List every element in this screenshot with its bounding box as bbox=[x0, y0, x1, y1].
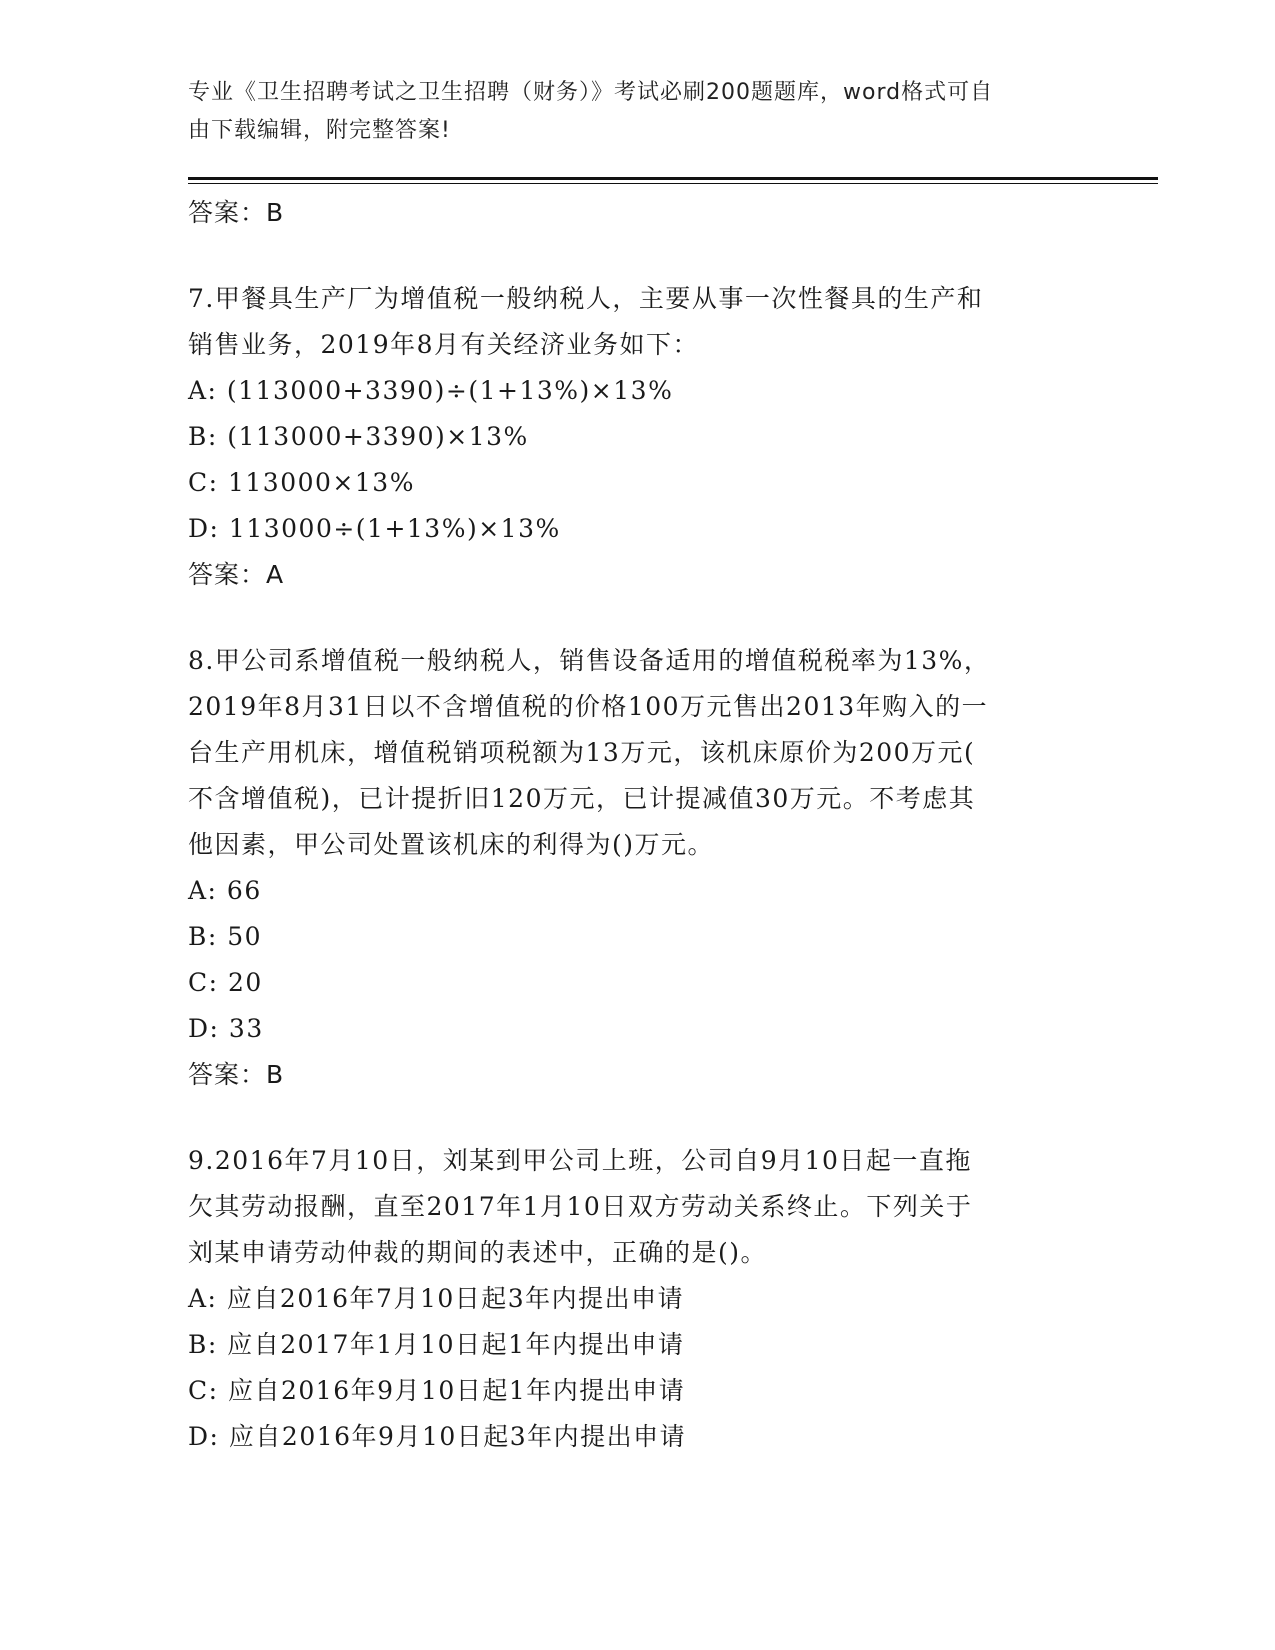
question-stem-line: 销售业务，2019年8月有关经济业务如下： bbox=[188, 330, 700, 359]
question-9 bbox=[188, 1138, 1088, 1460]
header-rule-thick bbox=[188, 177, 1158, 180]
page-header bbox=[188, 74, 1068, 150]
option-b: B: 50 bbox=[188, 922, 263, 951]
header-line-2: 由下载编辑，附完整答案! bbox=[188, 118, 451, 143]
option-b: B: 应自2017年1月10日起1年内提出申请 bbox=[188, 1330, 685, 1359]
header-line-1: 专业《卫生招聘考试之卫生招聘（财务）》考试必刷200题题库，word格式可自 bbox=[188, 80, 994, 105]
question-8 bbox=[188, 638, 1088, 1098]
option-d: D: 33 bbox=[188, 1014, 264, 1043]
option-a: A: (113000+3390)÷(1+13%)×13% bbox=[188, 376, 674, 405]
question-stem-line: 2019年8月31日以不含增值税的价格100万元售出2013年购入的一 bbox=[188, 692, 989, 721]
option-c: C: 应自2016年9月10日起1年内提出申请 bbox=[188, 1376, 686, 1405]
option-b: B: (113000+3390)×13% bbox=[188, 422, 529, 451]
document-body bbox=[188, 190, 1088, 1460]
option-d: D: 应自2016年9月10日起3年内提出申请 bbox=[188, 1422, 687, 1451]
question-stem-line: 欠其劳动报酬，直至2017年1月10日双方劳动关系终止。下列关于 bbox=[188, 1192, 973, 1221]
question-stem-line: 不含增值税)，已计提折旧120万元，已计提减值30万元。不考虑其 bbox=[188, 784, 976, 813]
option-a: A: 66 bbox=[188, 876, 262, 905]
option-d: D: 113000÷(1+13%)×13% bbox=[188, 514, 561, 543]
answer-previous: 答案：B bbox=[188, 198, 285, 227]
question-stem-line: 8.甲公司系增值税一般纳税人，销售设备适用的增值税税率为13%， bbox=[188, 646, 991, 675]
question-stem-line: 他因素，甲公司处置该机床的利得为()万元。 bbox=[188, 830, 715, 859]
header-rule-thin bbox=[188, 183, 1158, 184]
option-a: A: 应自2016年7月10日起3年内提出申请 bbox=[188, 1284, 685, 1313]
question-stem-line: 9.2016年7月10日，刘某到甲公司上班，公司自9月10日起一直拖 bbox=[188, 1146, 972, 1175]
question-stem-line: 台生产用机床，增值税销项税额为13万元，该机床原价为200万元( bbox=[188, 738, 976, 767]
question-stem-line: 刘某申请劳动仲裁的期间的表述中，正确的是()。 bbox=[188, 1238, 768, 1267]
answer-label: 答案：B bbox=[188, 1060, 285, 1089]
option-c: C: 20 bbox=[188, 968, 263, 997]
question-7 bbox=[188, 276, 1088, 598]
option-c: C: 113000×13% bbox=[188, 468, 415, 497]
question-stem-line: 7.甲餐具生产厂为增值税一般纳税人，主要从事一次性餐具的生产和 bbox=[188, 284, 984, 313]
answer-label: 答案：A bbox=[188, 560, 285, 589]
